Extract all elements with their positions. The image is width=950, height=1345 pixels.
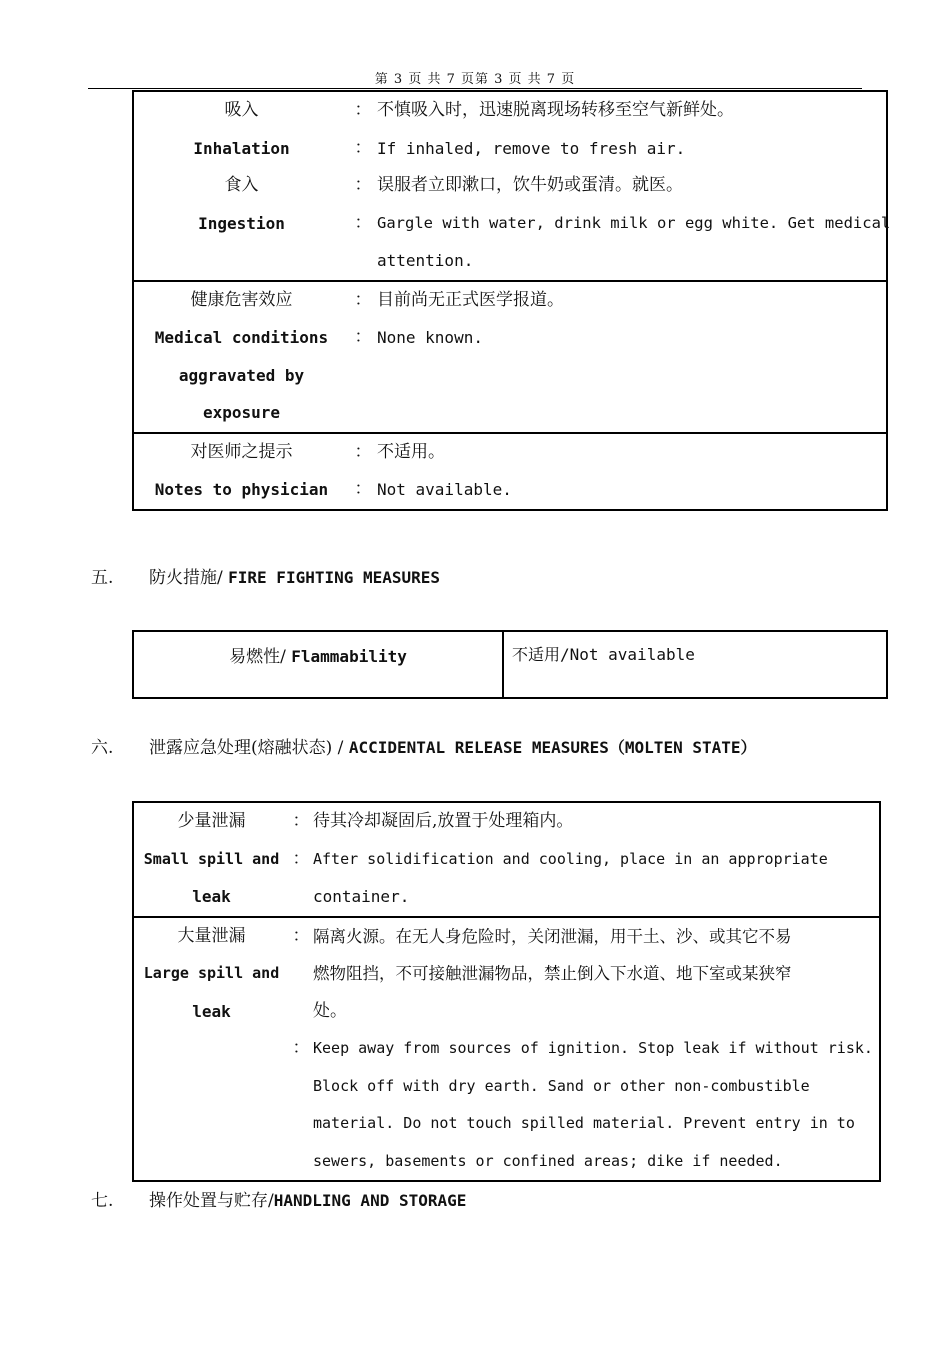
section-7-title-en: HANDLING AND STORAGE [273,1191,467,1210]
table-row [133,433,887,510]
notes-physician-value-en: Not available. [377,480,512,499]
large-spill-value-en-4: sewers, basements or confined areas; dike if needed. [313,1151,783,1170]
colon: ： [354,327,372,347]
notes-physician-label-zh: 对医师之提示 [190,441,293,462]
colon: ： [292,811,310,831]
small-spill-value-zh: 待其冷却凝固后,放置于处理箱内。 [313,811,574,831]
first-aid-table [132,90,891,511]
ingestion-value-zh: 误服者立即漱口，饮牛奶或蛋清。就医。 [377,175,683,195]
section-6-title-en: ACCIDENTAL RELEASE MEASURES [348,738,609,757]
small-spill-label-en-1: Small spill and [143,849,280,868]
colon: ： [292,925,310,946]
large-spill-label-en-1: Large spill and [143,964,280,982]
inhalation-value-zh: 不慎吸入时，迅速脱离现场转移至空气新鲜处。 [377,100,734,120]
small-spill-value-en-2: container. [313,887,410,906]
large-spill-value-en-1: Keep away from sources of ignition. Stop leak if without risk. [313,1039,873,1057]
small-spill-value-en-1: After solidification and cooling, place in an appropriate [313,849,828,868]
small-spill-label-zh: 少量泄漏 [177,811,246,831]
medical-conditions-value-zh: 目前尚无正式医学报道。 [377,289,564,310]
section-5-heading [91,563,791,587]
ingestion-value-en-2: attention. [377,251,474,270]
flammability-value: 不适用/Not available [512,645,695,664]
spill-table [132,801,881,1182]
section-6-number: 六. [91,738,114,758]
section-5-title-zh: 防火措施/ [149,568,223,588]
large-spill-value-en-2: Block off with dry earth. Sand or other non-combustible [313,1076,810,1095]
flammability-label-zh: 易燃性/ [229,647,286,667]
medical-conditions-label-en-2: aggravated by [178,365,305,385]
flammability-table [132,630,888,699]
large-spill-value-en-3: material. Do not touch spilled material. Prevent entry in to [313,1114,855,1132]
medical-conditions-label-zh: 健康危害效应 [190,289,293,310]
section-7-title-zh: 操作处置与贮存/ [149,1191,274,1211]
section-6-title-sep: / [337,738,344,758]
large-spill-label-zh: 大量泄漏 [177,925,246,946]
ingestion-label-en: Ingestion [198,213,285,233]
inhalation-value-en: If inhaled, remove to fresh air. [377,138,686,158]
section-6-title-paren: （MOLTEN STATE） [608,738,757,757]
table-row [133,91,887,281]
ingestion-label-zh: 食入 [224,175,259,195]
colon: ： [354,479,372,499]
section-6-title-zh: 泄露应急处理(熔融状态) [149,738,333,758]
small-spill-label-en-2: leak [192,887,231,906]
medical-conditions-label-en-1: Medical conditions [154,328,329,347]
colon: ： [354,289,372,310]
large-spill-label-en-2: leak [192,1001,231,1021]
notes-physician-label-en: Notes to physician [154,480,329,499]
section-6-heading [91,733,851,757]
colon: ： [292,1038,310,1058]
header-divider [88,88,862,89]
large-spill-value-zh-2: 燃物阻挡，不可接触泄漏物品，禁止倒入下水道、地下室或某狭窄 [313,964,792,983]
colon: ： [354,100,372,120]
medical-conditions-value-en: None known. [377,328,483,347]
section-5-title-en: FIRE FIGHTING MEASURES [228,568,441,587]
flammability-label-en: Flammability [291,647,407,666]
page-header: 第 3 页 共 7 页第 3 页 共 7 页 [374,72,576,87]
section-7-heading [91,1186,791,1210]
inhalation-label-zh: 吸入 [224,100,259,120]
section-5-number: 五. [91,568,114,588]
table-row [133,631,887,698]
table-row [133,802,880,917]
table-row [133,917,880,1182]
notes-physician-value-zh: 不适用。 [377,441,445,462]
large-spill-value-zh-1: 隔离火源。在无人身危险时，关闭泄漏，用干土、沙、或其它不易 [313,926,792,946]
large-spill-value-zh-3: 处。 [313,1000,347,1021]
ingestion-value-en-1: Gargle with water, drink milk or egg white. Get medical [377,213,891,232]
colon: ： [292,848,310,869]
colon: ： [354,175,372,195]
section-7-number: 七. [91,1191,114,1211]
colon: ： [354,137,372,158]
colon: ： [354,212,372,233]
medical-conditions-label-en-3: exposure [202,403,281,422]
table-row [133,281,887,433]
inhalation-label-en: Inhalation [193,138,290,158]
colon: ： [354,441,372,462]
